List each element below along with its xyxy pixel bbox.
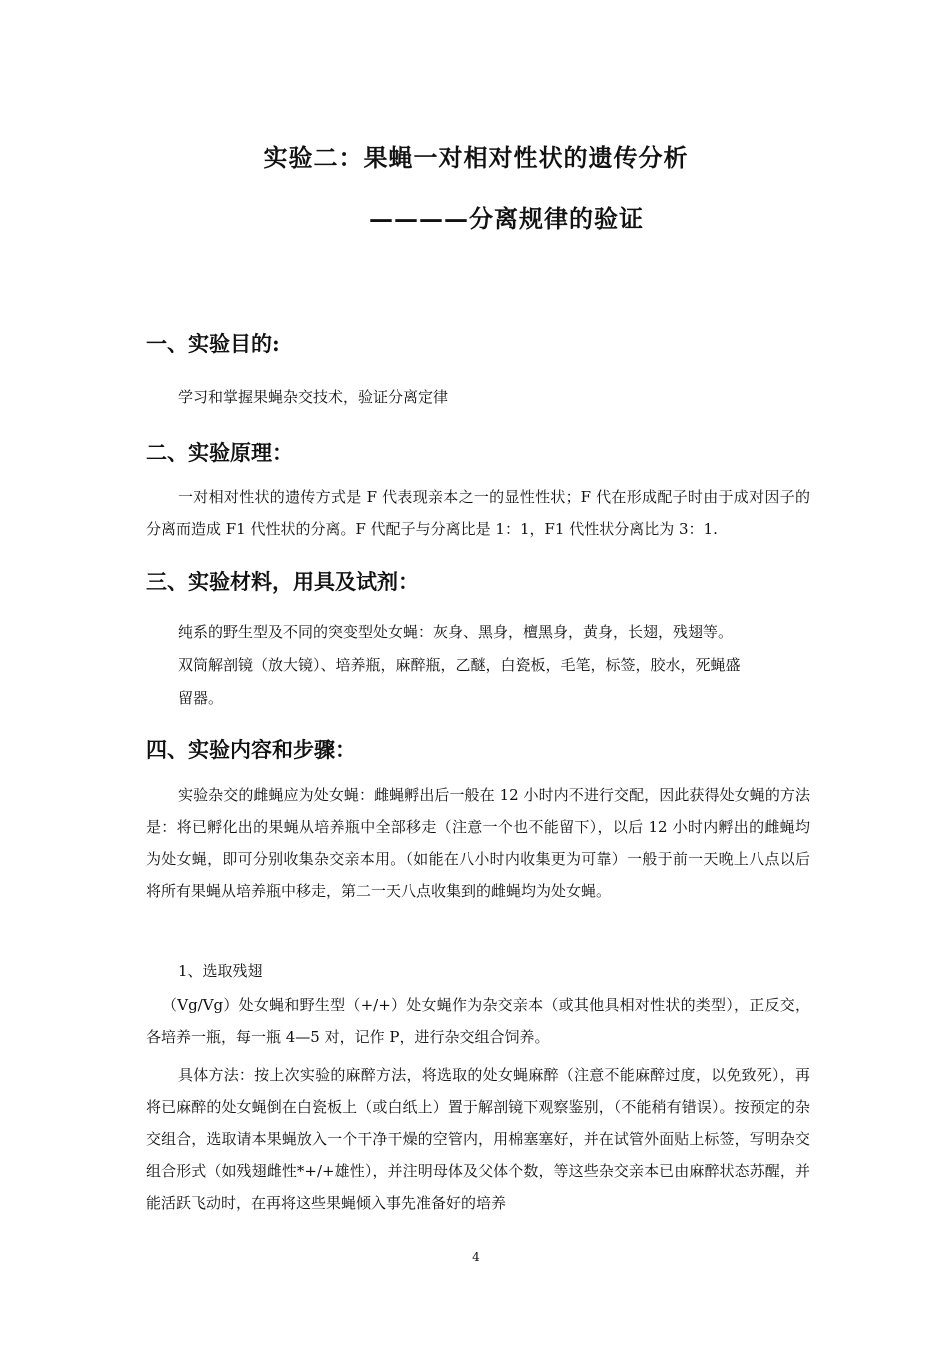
- page-number: 4: [472, 1250, 480, 1264]
- procedure-paragraph-3: 具体方法：按上次实验的麻醉方法，将选取的处女蝇麻醉（注意不能麻醉过度，以免致死），再将已麻醉的处女蝇倒在白瓷板上（或白纸上）置于解剖镜下观察鉴别，（不能稍有错误）。按预定的杂交组合，选取请本果蝇放入一个干净干燥的空管内，用棉塞塞好，并在试管外面贴上标签，写明杂交组合形式（如残翅雌性*+/+雄性），并注明母体及父体个数，等这些杂交亲本已由麻醉状态苏醒，并能活跃飞动时，在再将这些果蝇倾入事先准备好的培养: [146, 1066, 810, 1212]
- procedure-paragraph-2: （Vg/Vg）处女蝇和野生型（+/+）处女蝇作为杂交亲本（或其他具相对性状的类型），正反交，各培养一瓶，每一瓶 4—5 对，记作 P，进行杂交组合饲养。: [146, 996, 810, 1046]
- materials-line-2: 双筒解剖镜（放大镜）、培养瓶，麻醉瓶，乙醚，白瓷板，毛笔，标签，胶水，死蝇盛: [178, 656, 741, 674]
- section-heading-materials: 三、实验材料，用具及试剂：: [146, 569, 419, 594]
- purpose-text: 学习和掌握果蝇杂交技术，验证分离定律: [178, 388, 449, 406]
- principle-paragraph: 一对相对性状的遗传方式是 F 代表现亲本之一的显性性状；F 代在形成配子时由于成对因子的分离而造成 F1 代性状的分离。F 代配子与分离比是 1：1，F1 代性状分离比为 3：1.: [146, 488, 810, 538]
- materials-line-3: 留器。: [178, 689, 224, 707]
- document-subtitle: ————分离规律的验证: [369, 204, 644, 233]
- document-title: 实验二：果蝇一对相对性状的遗传分析: [263, 143, 689, 172]
- materials-line-1: 纯系的野生型及不同的突变型处女蝇：灰身、黑身，檀黑身，黄身，长翅，残翅等。: [178, 623, 734, 641]
- procedure-paragraph-1: 实验杂交的雌蝇应为处女蝇：雌蝇孵出后一般在 12 小时内不进行交配，因此获得处女蝇的方法是：将已孵化出的果蝇从培养瓶中全部移走（注意一个也不能留下），以后 12 小时内孵出的雌蝇均为处女蝇，即可分别收集杂交亲本用。（如能在八小时内收集更为可靠）一般于前一天晚上八点以后将所有果蝇从培养瓶中移走，第二一天八点收集到的雌蝇均为处女蝇。: [146, 786, 810, 900]
- section-heading-purpose: 一、实验目的:: [146, 331, 280, 356]
- step-1-label: 1、选取残翅: [178, 962, 263, 980]
- section-heading-principle: 二、实验原理：: [146, 440, 293, 465]
- section-heading-procedure: 四、实验内容和步骤：: [146, 737, 356, 762]
